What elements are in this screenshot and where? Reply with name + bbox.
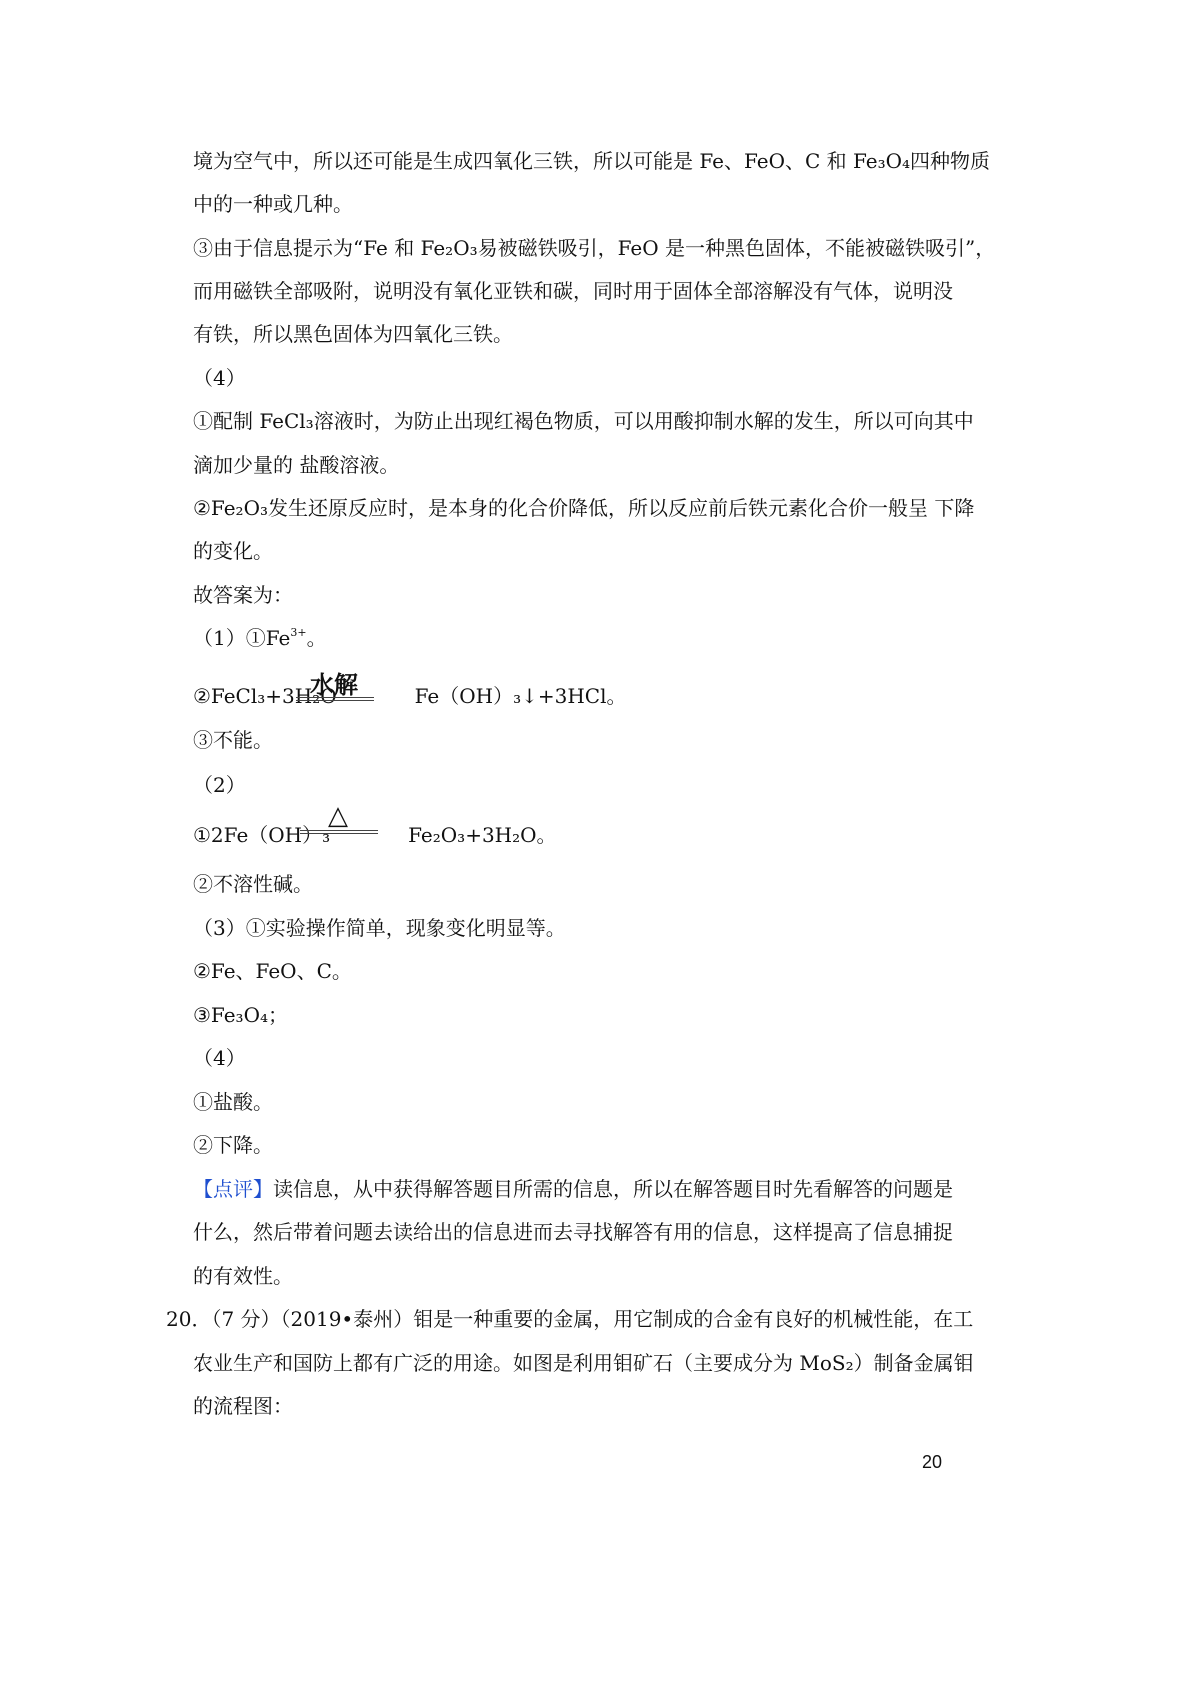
paragraph-line: 滴加少量的 盐酸溶液。 [193,453,400,477]
paragraph-line: 的有效性。 [193,1264,293,1288]
equation-reactants: ①2Fe（OH）₃ [193,823,331,847]
question-line: 农业生产和国防上都有广泛的用途。如图是利用钼矿石（主要成分为 MoS₂）制备金属钼 [193,1351,974,1375]
equation-reactants: ②FeCl₃+3H₂O [193,684,337,708]
equation-products: Fe₂O₃+3H₂O。 [408,823,557,847]
paragraph-line: 什么，然后带着问题去读给出的信息进而去寻找解答有用的信息，这样提高了信息捕捉 [193,1220,953,1244]
equation-products: Fe（OH）₃↓+3HCl。 [414,684,627,708]
paragraph-line: 的变化。 [193,539,273,563]
answer-line: ③Fe₃O₄； [193,1003,288,1027]
paragraph-line: ②Fe₂O₃发生还原反应时，是本身的化合价降低，所以反应前后铁元素化合价一般呈 下降 [193,496,975,520]
paragraph-line: 境为空气中，所以还可能是生成四氧化三铁，所以可能是 Fe、FeO、C 和 Fe₃O₄四种物质 [193,149,991,173]
reaction-condition: 水解 [310,671,358,699]
comment-text: 读信息，从中获得解答题目所需的信息，所以在解答题目时先看解答的问题是 [273,1177,953,1201]
paragraph-line: 而用磁铁全部吸附，说明没有氧化亚铁和碳，同时用于固体全部溶解没有气体，说明没 [193,279,953,303]
equation-line [193,680,626,709]
answer-line [193,622,327,651]
equals-sign-top [296,697,374,698]
answer-line: ①盐酸。 [193,1090,273,1114]
equals-sign-bottom [296,700,374,701]
section-label: （4） [193,366,246,390]
answer-line: ③不能。 [193,728,273,752]
paragraph-line: ①配制 FeCl₃溶液时，为防止出现红褐色物质，可以用酸抑制水解的发生，所以可向其中 [193,409,974,433]
section-label: （2） [193,773,246,797]
charge-superscript: 3+ [290,626,307,639]
equals-sign-top [300,830,378,831]
paragraph-line: 有铁，所以黑色固体为四氧化三铁。 [193,322,513,346]
answer-line: ②不溶性碱。 [193,872,313,896]
paragraph-line: ③由于信息提示为“Fe 和 Fe₂O₃易被磁铁吸引，FeO 是一种黑色固体，不能被磁铁吸引”， [193,236,996,260]
question-line: 20．（7 分）（2019•泰州）钼是一种重要的金属，用它制成的合金有良好的机械性能，在工 [166,1307,974,1331]
answer-text: （1）①Fe [193,626,291,650]
section-label: （4） [193,1046,246,1070]
comment-line [193,1173,953,1202]
question-line: 的流程图： [193,1394,293,1418]
answer-line: ②下降。 [193,1133,273,1157]
page-number: 20 [922,1452,943,1472]
answer-line: （3）①实验操作简单，现象变化明显等。 [193,916,566,940]
answer-text: 。 [306,626,327,650]
paragraph-line: 中的一种或几种。 [193,192,353,216]
equals-sign-bottom [300,833,378,834]
comment-tag: 【点评】 [193,1177,273,1201]
heat-condition-icon: △ [328,801,348,831]
answer-line: ②Fe、FeO、C。 [193,959,352,983]
answer-heading: 故答案为： [193,583,293,607]
